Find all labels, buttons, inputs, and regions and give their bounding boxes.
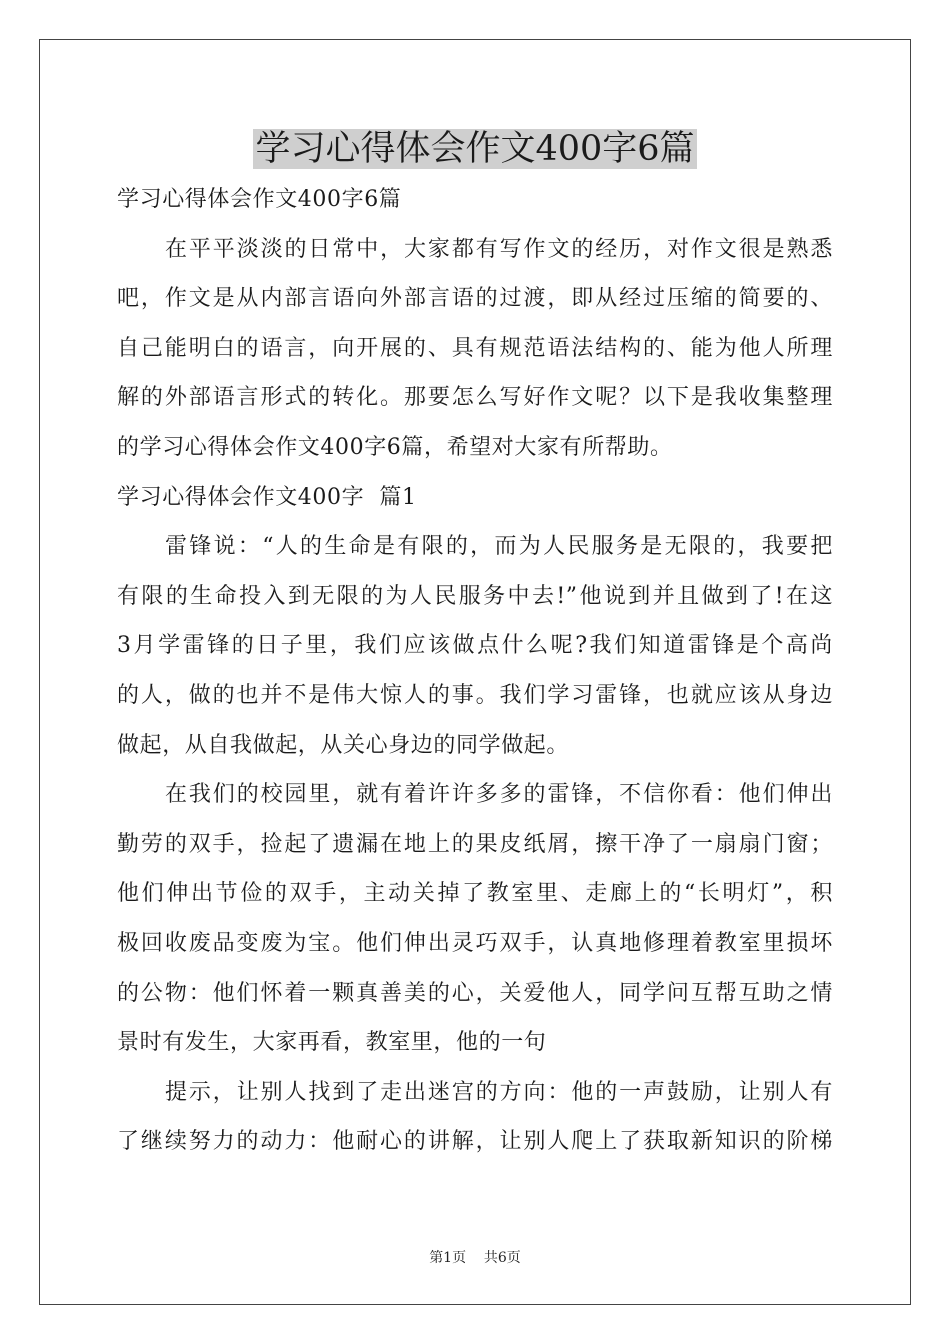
paragraph-line: 自己能明白的语言，向开展的、具有规范语法结构的、能为他人所理 bbox=[117, 335, 833, 361]
page-number: 第1页 共6页 bbox=[429, 1250, 521, 1266]
paragraph-line: 3月学雷锋的日子里，我们应该做点什么呢?我们知道雷锋是个高尚 bbox=[117, 633, 833, 659]
paragraph-line: 了继续努力的动力：他耐心的讲解，让别人爬上了获取新知识的阶梯 bbox=[117, 1129, 833, 1155]
paragraph-line: 吧，作文是从内部言语向外部言语的过渡，即从经过压缩的简要的、 bbox=[117, 286, 833, 312]
paragraph-line: 有限的生命投入到无限的为人民服务中去!”他说到并且做到了!在这 bbox=[117, 583, 833, 609]
paragraph-line: 做起，从自我做起，从关心身边的同学做起。 bbox=[117, 732, 570, 758]
document-body bbox=[117, 175, 833, 1167]
page-footer bbox=[0, 1247, 950, 1267]
paragraph-line: 勤劳的双手，捡起了遗漏在地上的果皮纸屑，擦干净了一扇扇门窗； bbox=[117, 831, 833, 857]
subtitle-line: 学习心得体会作文400字6篇 bbox=[117, 187, 402, 212]
paragraph-line: 的学习心得体会作文400字6篇，希望对大家有所帮助。 bbox=[117, 434, 673, 460]
paragraph-line: 在平平淡淡的日常中，大家都有写作文的经历，对作文很是熟悉 bbox=[165, 236, 833, 262]
document-title bbox=[0, 124, 950, 174]
section-heading: 学习心得体会作文400字 篇1 bbox=[117, 484, 417, 510]
paragraph-line: 解的外部语言形式的转化。那要怎么写好作文呢？以下是我收集整理 bbox=[117, 385, 833, 411]
paragraph-line: 提示，让别人找到了走出迷宫的方向：他的一声鼓励，让别人有 bbox=[165, 1079, 833, 1105]
document-title-text: 学习心得体会作文400字6篇 bbox=[255, 129, 695, 169]
paragraph-line: 极回收废品变废为宝。他们伸出灵巧双手，认真地修理着教室里损坏 bbox=[117, 930, 833, 956]
paragraph-line: 他们伸出节俭的双手，主动关掉了教室里、走廊上的“长明灯”，积 bbox=[117, 881, 833, 907]
paragraph-line: 在我们的校园里，就有着许许多多的雷锋，不信你看：他们伸出 bbox=[165, 782, 833, 808]
paragraph-line: 景时有发生，大家再看，教室里，他的一句 bbox=[117, 1030, 547, 1056]
paragraph-line: 雷锋说：“人的生命是有限的，而为人民服务是无限的，我要把 bbox=[165, 534, 833, 560]
paragraph-line: 的公物：他们怀着一颗真善美的心，关爱他人，同学问互帮互助之情 bbox=[117, 980, 833, 1006]
paragraph-line: 的人，做的也并不是伟大惊人的事。我们学习雷锋，也就应该从身边 bbox=[117, 682, 833, 708]
